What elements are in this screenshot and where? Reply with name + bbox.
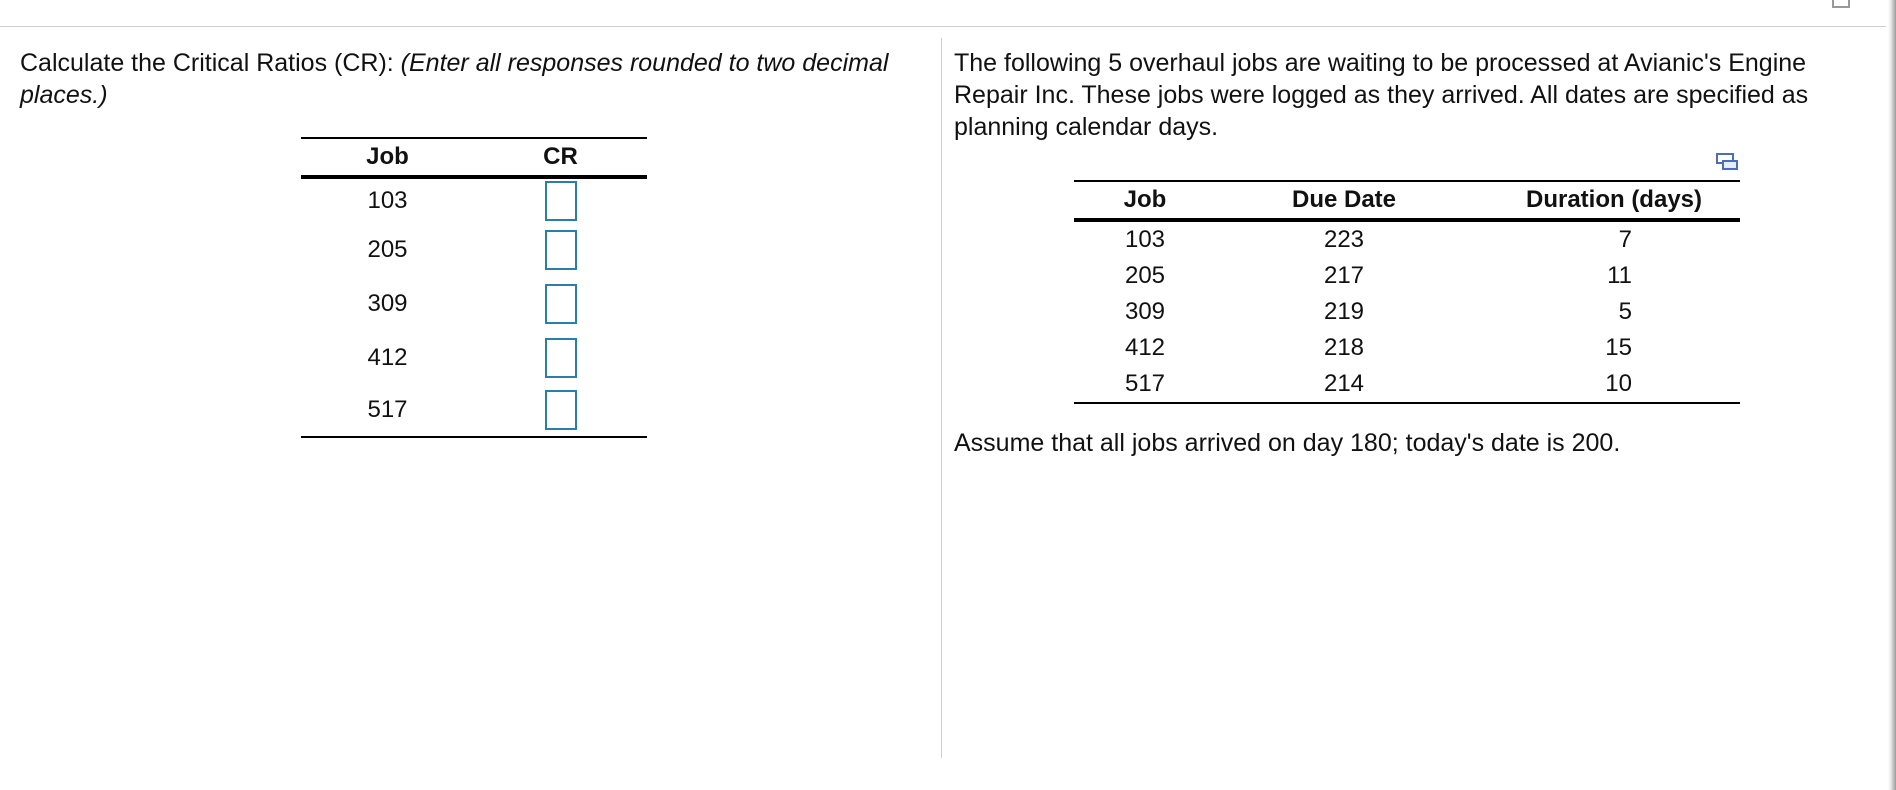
cr-input-309[interactable] <box>545 284 577 324</box>
cr-input-cell <box>474 223 647 276</box>
cr-input-cell <box>474 384 647 437</box>
expand-table-icon[interactable] <box>1715 150 1739 172</box>
cr-input-205[interactable] <box>545 230 577 270</box>
jobs-duration-cell: 10 <box>1472 366 1740 403</box>
cr-table-header <box>301 138 647 177</box>
jobs-row-103 <box>1074 220 1740 258</box>
cr-input-517[interactable] <box>545 390 577 430</box>
jobs-due-cell: 217 <box>1323 262 1365 289</box>
jobs-row-205 <box>1074 258 1740 294</box>
cr-job-cell: 205 <box>367 235 408 263</box>
jobs-col-duration-header: Duration (days) <box>1472 181 1740 220</box>
cr-row-205 <box>301 223 647 276</box>
jobs-due-cell: 214 <box>1216 366 1472 403</box>
jobs-row-412 <box>1074 330 1740 366</box>
jobs-job-cell: 103 <box>1124 226 1166 253</box>
jobs-row-309 <box>1074 294 1740 330</box>
jobs-job-cell: 517 <box>1074 366 1216 403</box>
cr-job-cell: 103 <box>367 187 408 214</box>
jobs-duration-cell: 7 <box>1618 226 1632 253</box>
jobs-duration-cell: 15 <box>1605 334 1632 361</box>
cr-col-job-header: Job <box>301 138 474 177</box>
window-edge-shadow <box>1888 0 1896 790</box>
cr-job-cell: 412 <box>367 343 408 371</box>
cr-row-412 <box>301 331 647 384</box>
jobs-job-cell: 205 <box>1124 262 1166 289</box>
jobs-duration-cell: 11 <box>1607 262 1632 289</box>
top-divider <box>0 26 1886 27</box>
problem-description: The following 5 overhaul jobs are waiting to be processed at Avianic's Engine Repair Inc. These jobs were logged as they arrived. All dates are specified as planning calendar days. <box>954 49 1809 141</box>
jobs-duration-cell: 5 <box>1618 298 1632 325</box>
cr-col-cr-header: CR <box>474 138 647 177</box>
cr-answer-table <box>301 137 647 438</box>
panel-divider <box>941 38 942 758</box>
jobs-row-517 <box>1074 366 1740 403</box>
jobs-due-cell: 218 <box>1323 334 1365 361</box>
jobs-job-cell: 412 <box>1124 334 1166 361</box>
jobs-col-job-header: Job <box>1074 181 1216 220</box>
cr-instructions-main: Calculate the Critical Ratios (CR): <box>20 49 394 77</box>
cr-row-309 <box>301 276 647 331</box>
cr-input-103[interactable] <box>545 181 577 221</box>
cr-job-cell: 309 <box>367 289 408 317</box>
jobs-due-cell: 219 <box>1323 298 1365 325</box>
cr-row-103 <box>301 177 647 223</box>
jobs-table-header <box>1074 181 1740 220</box>
cr-instructions <box>20 47 935 111</box>
cr-input-412[interactable] <box>545 338 577 378</box>
cr-row-517 <box>301 384 647 437</box>
jobs-col-due-header: Due Date <box>1216 181 1472 220</box>
assumption-note: Assume that all jobs arrived on day 180; today's date is 200. <box>954 429 1621 457</box>
jobs-due-cell: 223 <box>1323 226 1365 253</box>
cr-instructions-rounding-note: (Enter all responses rounded to two decimal places.) <box>20 49 889 109</box>
window-corner-mark <box>1832 0 1850 8</box>
jobs-job-cell: 309 <box>1124 298 1166 325</box>
cr-input-cell <box>474 177 647 223</box>
cr-input-cell <box>474 276 647 331</box>
jobs-data-table <box>1074 180 1740 404</box>
cr-job-cell: 517 <box>301 384 474 437</box>
cr-input-cell <box>474 331 647 384</box>
